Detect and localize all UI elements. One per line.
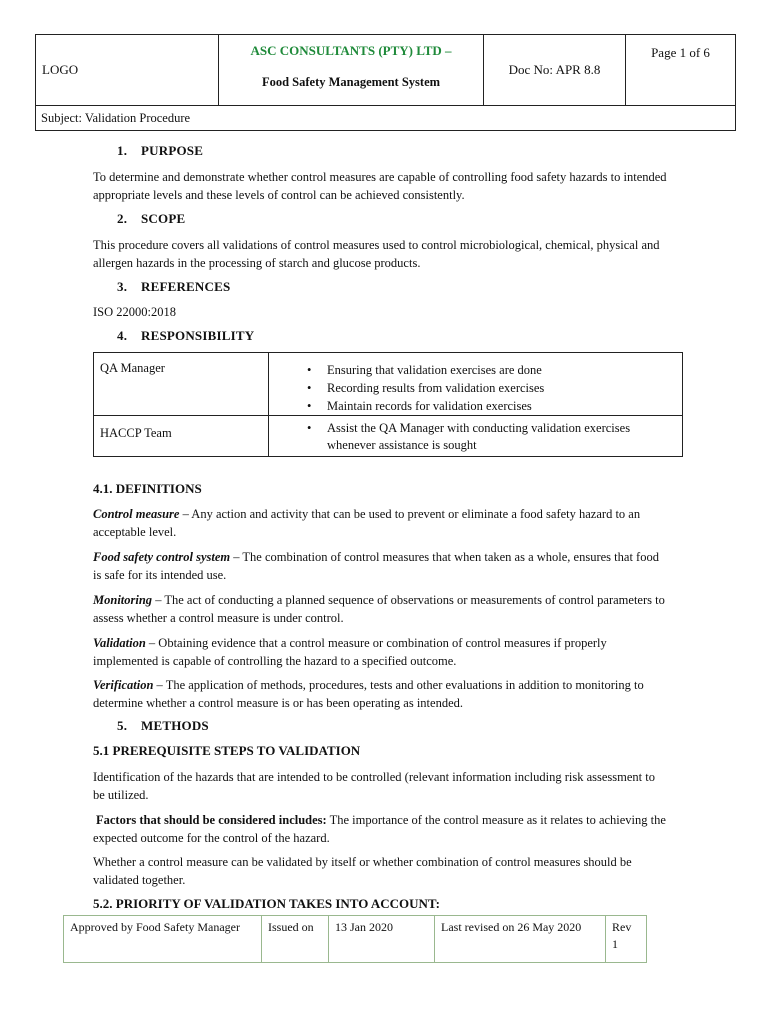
duty-item: • Recording results from validation exercises xyxy=(269,379,682,397)
definition-text: – Any action and activity that can be used to prevent or eliminate a food safety hazard to an acceptable level. xyxy=(93,507,641,539)
definition-verification xyxy=(93,676,668,712)
factors-para xyxy=(93,811,673,847)
definition-term: Monitoring xyxy=(93,593,153,607)
methods-title: METHODS xyxy=(141,718,209,733)
approved-by: Approved by Food Safety Manager xyxy=(64,916,262,962)
duty-item: • Ensuring that validation exercises are done xyxy=(269,361,682,379)
definition-term: Control measure xyxy=(93,507,180,521)
issued-label: Issued on xyxy=(262,916,329,962)
role-cell: QA Manager xyxy=(94,353,269,415)
prerequisite-para: Identification of the hazards that are intended to be controlled (relevant information including risk assessment to be utilized. xyxy=(93,770,655,802)
scope-heading xyxy=(117,211,185,227)
duties-cell xyxy=(269,416,682,456)
definition-monitoring xyxy=(93,591,668,627)
table-row xyxy=(94,415,682,456)
responsibility-table xyxy=(93,352,683,457)
scope-text: This procedure covers all validations of control measures used to control microbiological, chemical, physical and allergen hazards in the processing of starch and glucose products. xyxy=(93,238,660,270)
definition-text: – The act of conducting a planned sequence of observations or measurements of control parameters to assess whether a control measure is under control. xyxy=(93,593,665,625)
references-num: 3. xyxy=(117,279,128,294)
prerequisite-heading: 5.1 PREREQUISITE STEPS TO VALIDATION xyxy=(93,743,361,758)
scope-title: SCOPE xyxy=(141,211,186,226)
definition-control-measure xyxy=(93,505,668,541)
definition-term: Verification xyxy=(93,678,154,692)
responsibility-heading xyxy=(117,328,254,344)
purpose-title: PURPOSE xyxy=(141,143,204,158)
company-name: ASC CONSULTANTS (PTY) LTD – xyxy=(250,43,452,58)
role-cell: HACCP Team xyxy=(94,416,269,456)
references-heading xyxy=(117,279,230,295)
definition-text: – Obtaining evidence that a control measure or combination of control measures if properly implemented is capable of controlling the hazard to a specified outcome. xyxy=(93,636,607,668)
definition-term: Validation xyxy=(93,636,146,650)
revised-date: Last revised on 26 May 2020 xyxy=(435,916,606,962)
purpose-heading xyxy=(117,143,203,159)
company-cell xyxy=(219,35,484,105)
purpose-text: To determine and demonstrate whether control measures are capable of controlling food safety hazards to intended appropriate levels and these levels of control can be achieved consistently. xyxy=(93,170,667,202)
factors-label: Factors that should be considered includes: xyxy=(96,813,327,827)
document-footer xyxy=(63,915,647,963)
duties-cell xyxy=(269,353,682,415)
definition-term: Food safety control system xyxy=(93,550,231,564)
table-row xyxy=(94,353,682,415)
references-text: ISO 22000:2018 xyxy=(93,305,176,319)
definition-text: – The combination of control measures that when taken as a whole, ensures that food is safe for its intended use. xyxy=(93,550,659,582)
page-number: Page 1 of 6 xyxy=(651,45,710,60)
doc-number: Doc No: APR 8.8 xyxy=(484,35,626,105)
definition-food-safety-control-system xyxy=(93,548,668,584)
responsibility-title: RESPONSIBILITY xyxy=(141,328,255,343)
logo-placeholder: LOGO xyxy=(36,35,219,105)
methods-num: 5. xyxy=(117,718,128,733)
definition-validation xyxy=(93,634,668,670)
definitions-heading: 4.1. DEFINITIONS xyxy=(93,481,202,496)
methods-heading xyxy=(117,718,209,734)
subject-line: Subject: Validation Procedure xyxy=(41,110,191,125)
document-header xyxy=(35,34,736,131)
priority-heading: 5.2. PRIORITY OF VALIDATION TAKES INTO ACCOUNT: xyxy=(93,896,440,911)
system-name: Food Safety Management System xyxy=(261,75,441,89)
duty-item: • Assist the QA Manager with conducting validation exercises whenever assistance is sought xyxy=(269,420,676,454)
references-title: REFERENCES xyxy=(141,279,231,294)
definition-text: – The application of methods, procedures, tests and other evaluations in addition to monitoring to determine whether a control measure is or has been operating as intended. xyxy=(93,678,644,710)
scope-num: 2. xyxy=(117,211,128,226)
issued-date: 13 Jan 2020 xyxy=(329,916,435,962)
responsibility-num: 4. xyxy=(117,328,128,343)
combination-para: Whether a control measure can be validated by itself or whether combination of control measures should be validated together. xyxy=(93,855,632,887)
purpose-num: 1. xyxy=(117,143,128,158)
duty-item: • Maintain records for validation exercises xyxy=(269,397,682,415)
header-row xyxy=(36,35,735,106)
factors-text: The importance of the control measure as it relates to achieving the expected outcome for the control of the hazard. xyxy=(93,813,666,845)
revision: Rev 1 xyxy=(612,920,632,951)
